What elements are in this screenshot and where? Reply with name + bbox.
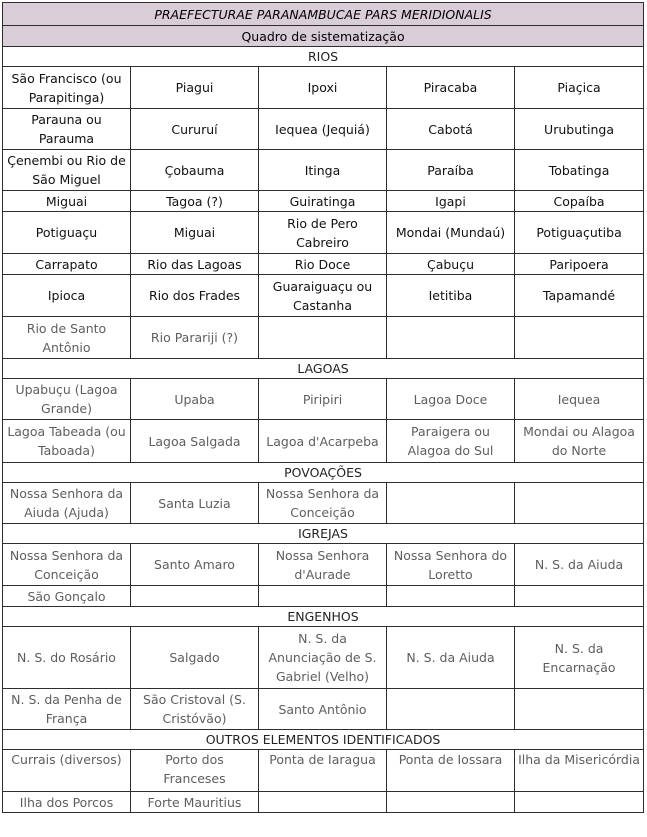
table-cell: Tagoa (?) [131,191,259,212]
table-cell: Forte Mauritius [131,792,259,813]
section-header-igrejas: IGREJAS [3,524,644,544]
section-header-povoacoes: POVOAÇÕES [3,463,644,483]
table-cell: Carrapato [3,254,131,275]
table-cell: Rio Parariji (?) [131,317,259,359]
table-cell: Piripiri [259,379,387,420]
table-cell: Paraigera ou Alagoa do Sul [387,420,515,463]
table-cell: Santa Luzia [131,483,259,524]
table-cell: Rio dos Frades [131,275,259,317]
table-cell: N. S. da Aiuda [515,544,644,586]
table-cell: Rio de Santo Antônio [3,317,131,359]
table-cell: Urubutinga [515,109,644,150]
table-cell: Mondai ou Alagoa do Norte [515,420,644,463]
section-header-lagoas: LAGOAS [3,359,644,379]
table-cell: Currais (diversos) [3,750,131,792]
section-header-outros: OUTROS ELEMENTOS IDENTIFICADOS [3,730,644,750]
table-cell: São Gonçalo [3,586,131,607]
table-cell: Nossa Senhora da Aiuda (Ajuda) [3,483,131,524]
table-cell: Piracaba [387,67,515,109]
section-header-rios: RIOS [3,47,644,67]
table-cell: Upaba [131,379,259,420]
table-cell [515,586,644,607]
table-cell [515,483,644,524]
table-cell: Çobauma [131,150,259,191]
table-cell: Potiguaçutiba [515,212,644,254]
table-cell: Lagoa Doce [387,379,515,420]
systematization-table [2,2,644,813]
table-cell: Piagui [131,67,259,109]
table-cell [515,317,644,359]
table-cell: Ponta de Iossara [387,750,515,792]
table-cell: Ponta de Iaragua [259,750,387,792]
table-cell: Porto dos Franceses [131,750,259,792]
table-cell: Lagoa Salgada [131,420,259,463]
table-cell [259,792,387,813]
table-cell: Rio das Lagoas [131,254,259,275]
table-cell: N. S. da Encarnação [515,627,644,689]
table-cell: Rio Doce [259,254,387,275]
table-cell: Salgado [131,627,259,689]
table-cell: N. S. da Penha de França [3,689,131,730]
table-cell: Guaraiguaçu ou Castanha [259,275,387,317]
table-cell: Piaçica [515,67,644,109]
table-cell: Cururuí [131,109,259,150]
table-cell: Santo Amaro [131,544,259,586]
table-cell: Iequea [515,379,644,420]
table-cell: Nossa Senhora d'Aurade [259,544,387,586]
table-cell: Ipioca [3,275,131,317]
section-header-engenhos: ENGENHOS [3,607,644,627]
table-cell: Rio de Pero Cabreiro [259,212,387,254]
table-cell [259,317,387,359]
table-cell: N. S. da Aiuda [387,627,515,689]
table-cell: Copaíba [515,191,644,212]
table-cell: Paraíba [387,150,515,191]
table-cell: Santo Antônio [259,689,387,730]
table-cell: Lagoa Tabeada (ou Taboada) [3,420,131,463]
table-cell: Potiguaçu [3,212,131,254]
table-cell: Miguai [131,212,259,254]
table-cell: São Francisco (ou Parapitinga) [3,67,131,109]
table-cell: Nossa Senhora da Conceição [3,544,131,586]
table-cell: N. S. da Anunciação de S. Gabriel (Velho) [259,627,387,689]
table-cell [515,792,644,813]
table-cell: Itinga [259,150,387,191]
table-cell: Nossa Senhora do Loretto [387,544,515,586]
table-cell: Tapamandé [515,275,644,317]
table-cell: Ilha da Misericórdia [515,750,644,792]
table-cell [515,689,644,730]
table-cell: Çenembi ou Rio de São Miguel [3,150,131,191]
table-cell: Paripoera [515,254,644,275]
table-cell [387,586,515,607]
table-cell: Guiratinga [259,191,387,212]
table-cell: Iequea (Jequiá) [259,109,387,150]
table-cell: Ipoxi [259,67,387,109]
table-cell [387,483,515,524]
table-cell: Ietitiba [387,275,515,317]
table-title: PRAEFECTURAE PARANAMBUCAE PARS MERIDIONALIS [3,3,644,26]
table-cell: Igapi [387,191,515,212]
table-cell: Çabuçu [387,254,515,275]
table-cell: Parauna ou Parauma [3,109,131,150]
table-cell [387,317,515,359]
table-cell [131,586,259,607]
table-cell [387,689,515,730]
table-cell [387,792,515,813]
table-cell: Nossa Senhora da Conceição [259,483,387,524]
table-cell: N. S. do Rosário [3,627,131,689]
table-cell: Lagoa d'Acarpeba [259,420,387,463]
table-cell: Miguai [3,191,131,212]
table-subtitle: Quadro de sistematização [3,26,644,47]
table-cell: Cabotá [387,109,515,150]
table-cell: São Cristoval (S. Cristóvão) [131,689,259,730]
table-cell [259,586,387,607]
table-cell: Upabuçu (Lagoa Grande) [3,379,131,420]
table-cell: Mondai (Mundaú) [387,212,515,254]
table-cell: Tobatinga [515,150,644,191]
table-cell: Ilha dos Porcos [3,792,131,813]
